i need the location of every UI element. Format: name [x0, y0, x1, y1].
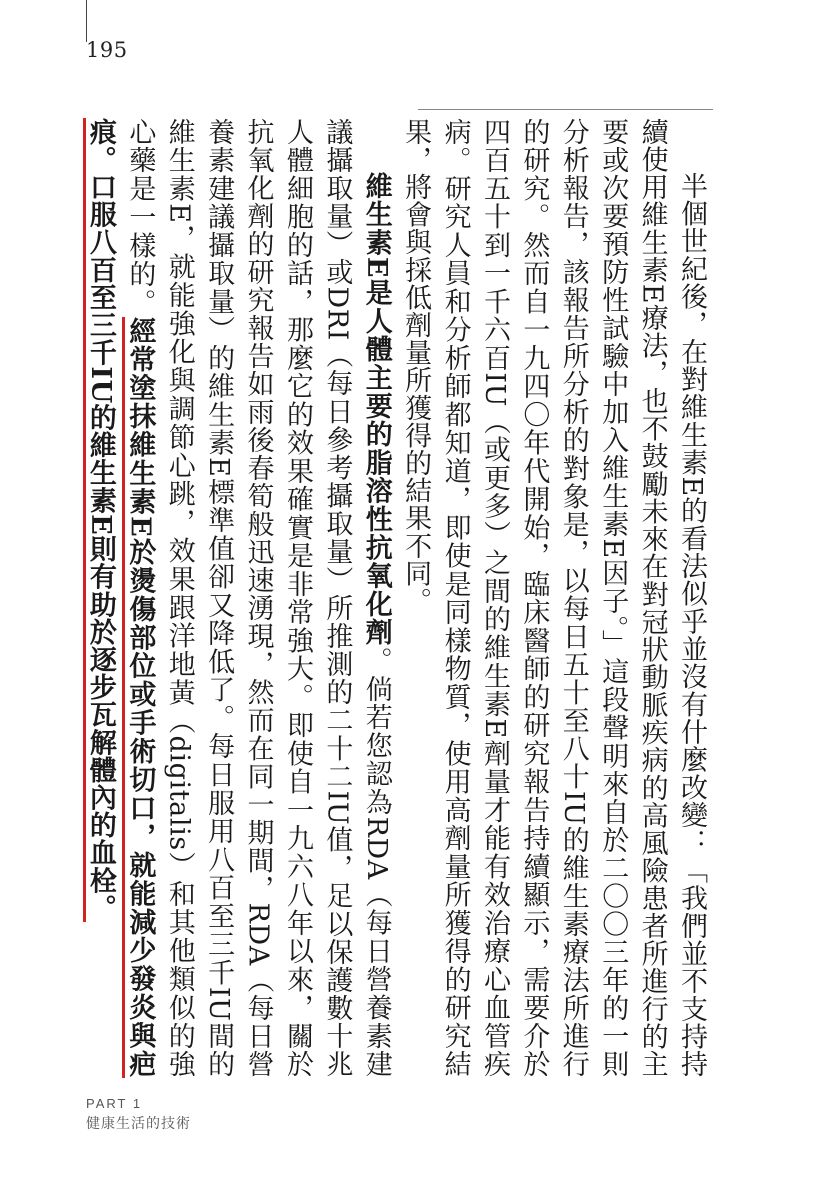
bold-lead-sentence: 維生素E是人體主要的脂溶性抗氧化劑 [360, 172, 392, 647]
red-underlined-highlight: 經常塗抹維生素E於燙傷部位或手術切口，就能減少發炎與疤痕。口服八百至三千IU的維生素E則有助於逐步瓦解體內的血栓。 [84, 118, 156, 1079]
margin-rule [86, 0, 87, 42]
footer-part-label: PART 1 [86, 1096, 143, 1111]
page-number: 195 [86, 38, 128, 62]
footer-section-title: 健康生活的技術 [86, 1116, 191, 1132]
paragraph-2-body: 。倘若您認為RDA（每日營養素建議攝取量）或DRI（每日參考攝取量）所推測的二十二IU值，足以保護數十兆人體細胞的話，那麼它的效果確實是非常強大。即使自一九六八年以來，關於抗氧化劑的研究報告如雨後春筍般迅速湧現，然而在同一期間，RDA（每日營養素建議攝取量）的維生素E標準值卻又降低了。每日服用八百至三千IU間的維生素E，就能強化與調節心跳，效果跟洋地黃（digitalis）和其他類似的強心藥是一樣的。 [124, 118, 392, 1079]
paragraph-top-rule [418, 109, 713, 110]
paragraph-2 [81, 118, 396, 1078]
paragraph-1: 半個世紀後，在對維生素E的看法似乎並沒有什麼改變：「我們並不支持持續使用維生素E療法，也不鼓勵未來在對冠狀動脈疾病的高風險患者所進行的主要或次要預防性試驗中加入維生素E因子。」這段聲明來自於二〇〇三年的一則分析報告，該報告所分析的對象是，以每日五十至八十IU的維生素療法所進行的研究。然而自一九四〇年代開始，臨床醫師的研究報告持續顯示，需要介於四百五十到一千六百IU（或更多）之間的維生素E劑量才能有效治療心血管疾病。研究人員和分析師都知道，即使是同樣物質，使用高劑量所獲得的研究結果，將會與採低劑量所獲得的結果不同。 [400, 118, 707, 1078]
vertical-body-text [81, 118, 712, 1078]
